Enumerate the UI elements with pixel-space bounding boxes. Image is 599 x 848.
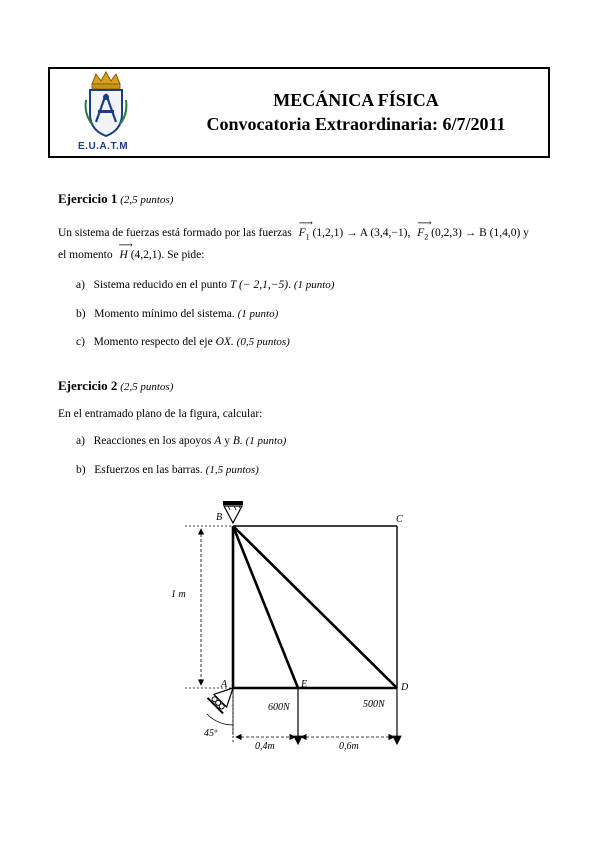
force-f2: ⟶ $F_2$: [417, 218, 432, 242]
support-b-icon: [223, 501, 243, 523]
node-c-label: C: [396, 514, 403, 525]
force-f1-value: (1,2,1) → A (3,4,−1),: [312, 227, 411, 239]
dim-ae-label: 0,4m: [255, 741, 275, 752]
vector-arrow-icon: ⟶: [298, 218, 313, 229]
vector-arrow-icon: ⟶: [417, 218, 432, 229]
node-d-label: D: [401, 682, 409, 693]
load-e-label: 600N: [268, 702, 290, 713]
exercise-1-statement-line2: el momento ⟶ H (4,2,1). Se pide:: [58, 240, 205, 261]
exercise-2-title: Ejercicio 2: [58, 378, 118, 393]
exercise-2-item-b: b) Esfuerzos en las barras. (1,5 puntos): [76, 464, 259, 476]
moment-h: ⟶ H: [118, 240, 133, 261]
node-b-label: B: [216, 512, 223, 523]
exercise-1-item-a: a) Sistema reducido en el punto T (− 2,1,−5). (1 punto): [76, 279, 335, 291]
load-d-label: 500N: [363, 699, 385, 710]
bar-bd: [233, 526, 397, 688]
exercise-1-points: (2,5 puntos): [120, 194, 174, 206]
angle-arc: [207, 714, 233, 725]
bar-be: [233, 526, 298, 688]
exercise-2-points: (2,5 puntos): [120, 381, 174, 393]
statement-text: Un sistema de fuerzas está formado por las fuerzas: [58, 227, 292, 239]
vector-arrow-icon: ⟶: [118, 240, 133, 251]
page-subtitle: Convocatoria Extraordinaria: 6/7/2011: [206, 114, 506, 134]
angle-label: 45º: [204, 728, 218, 739]
moment-h-value: (4,2,1): [130, 249, 162, 261]
school-name: E.U.A.T.M: [78, 141, 129, 152]
exercise-1-item-b: b) Momento mínimo del sistema. (1 punto): [76, 308, 279, 320]
node-e-label: E: [301, 679, 308, 690]
exercise-1-title: Ejercicio 1: [58, 191, 118, 206]
exercise-2-item-a: a) Reacciones en los apoyos A y B. (1 punto): [76, 435, 287, 447]
truss-bars: [233, 526, 397, 688]
dim-ed-label: 0,6m: [339, 741, 359, 752]
exercise-1-item-c: c) Momento respecto del eje OX. (0,5 puntos): [76, 336, 290, 348]
statement-text: el momento: [58, 249, 113, 261]
height-label: 1 m: [171, 589, 186, 600]
point-t: T (− 2,1,−5): [229, 279, 289, 291]
exercise-2-intro: En el entramado plano de la figura, calcular:: [58, 408, 263, 420]
force-f1: ⟶ $F_1$: [298, 218, 313, 242]
page-title: MECÁNICA FÍSICA: [273, 90, 439, 110]
node-a-label: A: [221, 679, 228, 690]
force-f2-value: (0,2,3) → B (1,4,0) y: [431, 227, 529, 239]
